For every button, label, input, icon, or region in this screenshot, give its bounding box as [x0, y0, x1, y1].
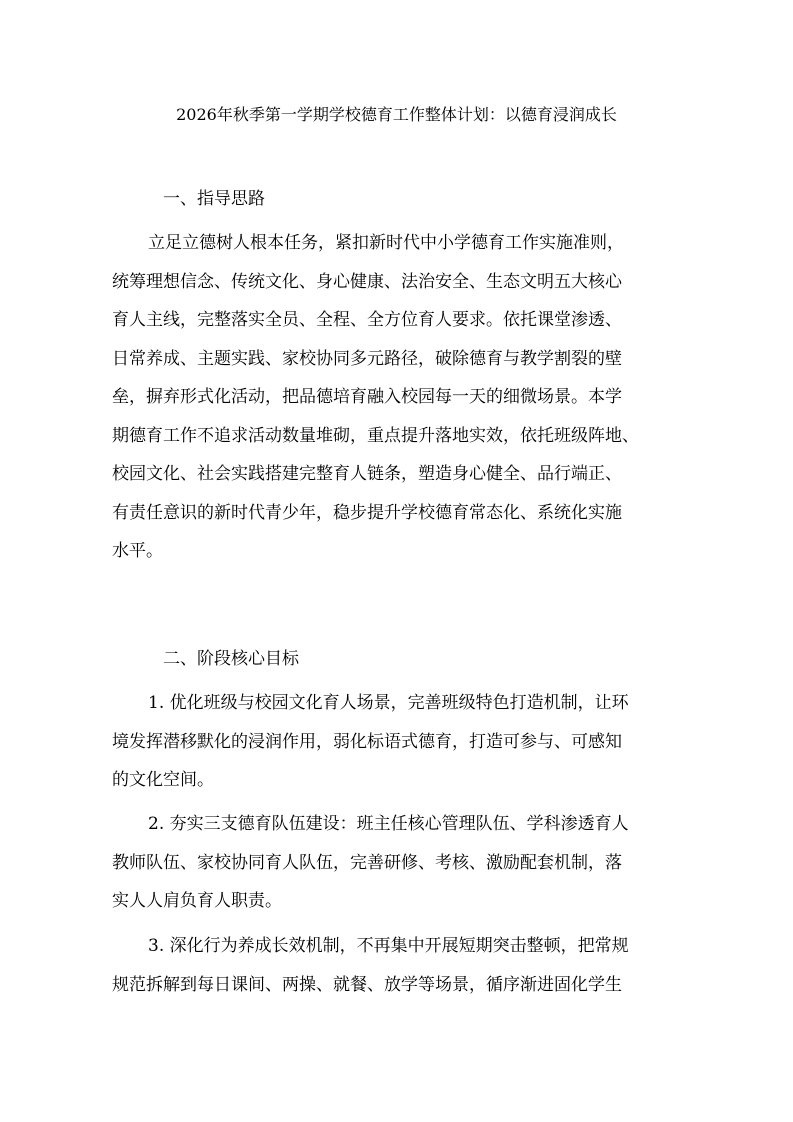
paragraph-guiding-idea [112, 224, 688, 571]
paragraph-line: 校园文化、社会实践搭建完整育人链条，塑造身心健全、品行端正、 [112, 464, 622, 484]
paragraph-line: 水平。 [112, 541, 163, 561]
section-heading-core-goals: 二、阶段核心目标 [163, 649, 299, 669]
paragraph-line: 垒，摒弃形式化活动，把品德培育融入校园每一天的细微场景。本学 [112, 387, 622, 407]
goal-item-3 [112, 927, 688, 1004]
paragraph-line: 2. 夯实三支德育队伍建设：班主任核心管理队伍、学科渗透育人 [148, 814, 629, 834]
paragraph-line: 期德育工作不追求活动数量堆砌，重点提升落地实效，依托班级阵地、 [112, 425, 639, 446]
paragraph-line: 日常养成、主题实践、家校协同多元路径，破除德育与教学割裂的壁 [112, 348, 622, 369]
paragraph-line: 1. 优化班级与校园文化育人场景，完善班级特色打造机制，让环 [148, 693, 629, 713]
paragraph-line: 有责任意识的新时代青少年，稳步提升学校德育常态化、系统化实施 [112, 502, 622, 523]
paragraph-line: 立足立德树人根本任务，紧扣新时代中小学德育工作实施准则， [148, 233, 624, 253]
paragraph-line: 实人人肩负育人职责。 [112, 891, 282, 911]
paragraph-line: 教师队伍、家校协同育人队伍，完善研修、考核、激励配套机制，落 [112, 852, 622, 873]
paragraph-line: 育人主线，完整落实全员、全程、全方位育人要求。依托课堂渗透、 [112, 310, 622, 330]
document-title: 2026年秋季第一学期学校德育工作整体计划：以德育浸润成长 [176, 105, 617, 124]
section-heading-guiding-idea: 一、指导思路 [163, 189, 265, 209]
paragraph-line: 境发挥潜移默化的浸润作用，弱化标语式德育，打造可参与、可感知 [112, 731, 622, 752]
paragraph-line: 规范拆解到每日课间、两操、就餐、放学等场景，循序渐进固化学生 [112, 974, 622, 995]
paragraph-line: 3. 深化行为养成长效机制，不再集中开展短期突击整顿，把常规 [148, 936, 629, 956]
goal-item-2 [112, 805, 688, 921]
goal-item-1 [112, 684, 688, 800]
paragraph-line: 的文化空间。 [112, 770, 214, 790]
paragraph-line: 统筹理想信念、传统文化、身心健康、法治安全、生态文明五大核心 [112, 271, 622, 292]
